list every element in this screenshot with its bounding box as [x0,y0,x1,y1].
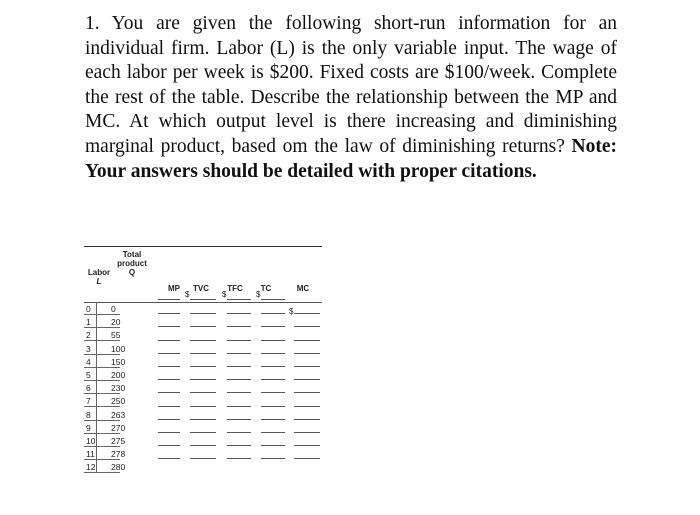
blank-mc [294,432,320,433]
blank-tvc [190,406,216,407]
blank-mp [158,379,180,380]
header-l: L [96,277,102,286]
output-cell: 20 [111,317,121,328]
blank-mc [294,379,320,380]
blank-tfc [227,366,251,367]
question-body: 1. You are given the following short-run information for an individual firm. Labor (L) is the only variable input. The wage of each labor per week is $200. Fixed costs are $100/week. Complete the rest of the table. Describe the relationship between the MP and MC. At which output level is there increasing and diminishing marginal product, based om the law of diminishing returns? [85,13,617,157]
blank-tvc [190,366,216,367]
blank-tfc [227,458,251,459]
blank-mp [158,445,180,446]
blank-tfc [227,353,251,354]
header-mp: MP [168,284,180,293]
blank-tvc-row0 [190,299,216,300]
row-rule [84,354,120,355]
row-rule [84,393,120,394]
output-cell: 100 [111,343,126,354]
blank-tc [261,313,285,314]
row-rule [84,406,120,407]
blank-tc [261,458,285,459]
blank-tvc [190,392,216,393]
output-cell: 55 [111,330,121,341]
row-rule [84,327,120,328]
blank-tfc [227,392,251,393]
blank-tc [261,432,285,433]
row-rule [84,314,120,315]
labor-cell: 9 [86,422,91,433]
output-cell: 0 [111,304,116,314]
dollar-mc-row1: $ [289,307,294,317]
blank-tc [261,445,285,446]
dollar-tc-row0: $ [256,290,261,299]
blank-tvc [190,353,216,354]
blank-tfc [227,432,251,433]
blank-tvc [190,326,216,327]
row-rule [84,472,120,473]
row-rule [84,459,120,460]
blank-tfc-row0 [227,299,251,300]
blank-mc [294,313,320,314]
blank-mp-row0 [158,299,180,300]
labor-cell: 5 [86,370,91,380]
header-tfc: TFC [227,284,243,293]
blank-mc [294,326,320,327]
row-rule [84,380,120,381]
blank-tfc [227,406,251,407]
blank-tc [261,366,285,367]
blank-tc-row0 [261,299,285,300]
output-cell: 270 [111,422,126,433]
output-cell: 263 [111,409,126,420]
blank-mp [158,353,180,354]
blank-tfc [227,326,251,327]
blank-tvc [190,458,216,459]
question-note: Note: Your answers should be detailed with proper citations. [85,135,617,182]
output-cell: 250 [111,396,126,407]
labor-cell: 10 [86,436,96,446]
blank-tvc [190,432,216,433]
output-cell: 200 [111,370,126,380]
blank-mp [158,419,180,420]
labor-cell: 11 [86,449,95,460]
blank-mc [294,458,320,459]
blank-tfc [227,419,251,420]
dollar-tfc-row0: $ [222,290,227,299]
labor-cell: 2 [86,330,91,341]
blank-tc [261,326,285,327]
header-total-product [110,250,154,277]
blank-mc [294,445,320,446]
blank-mc [294,340,320,341]
row-rule [84,420,120,421]
blank-mc [294,419,320,420]
output-cell: 278 [111,449,126,460]
blank-mp [158,326,180,327]
labor-cell: 4 [86,356,91,367]
blank-mc [294,406,320,407]
row-rule [84,433,120,434]
blank-tc [261,406,285,407]
blank-tvc [190,379,216,380]
header-labor [84,268,114,286]
header-tvc: TVC [193,284,209,293]
question-text [85,12,617,184]
labor-cell: 8 [86,409,91,420]
blank-mp [158,340,180,341]
blank-mp [158,366,180,367]
labor-cell: 12 [86,462,96,473]
blank-tfc [227,340,251,341]
blank-mp [158,432,180,433]
header-mc: MC [296,284,310,293]
output-cell: 150 [111,356,126,367]
output-cell: 280 [111,462,126,473]
blank-mc [294,366,320,367]
blank-tvc [190,313,216,314]
row-rule [84,340,120,341]
table-row [84,461,322,473]
blank-tvc [190,445,216,446]
blank-tfc [227,445,251,446]
output-cell: 230 [111,383,126,394]
header-labor-label: Labor [87,268,111,277]
labor-cell: 3 [86,343,91,354]
labor-cell: 0 [86,304,91,314]
blank-tfc [227,379,251,380]
blank-mp [158,458,180,459]
table-top-rule [84,246,322,247]
output-cell: 275 [111,436,126,446]
cost-table [84,242,324,482]
blank-tc [261,340,285,341]
blank-tc [261,353,285,354]
blank-tfc [227,313,251,314]
blank-mc [294,353,320,354]
blank-tc [261,392,285,393]
header-tc: TC [260,284,272,293]
header-total-product-label: Total product [117,250,147,268]
row-rule [84,367,120,368]
labor-cell: 7 [86,396,91,407]
blank-mp [158,313,180,314]
blank-tc [261,379,285,380]
labor-cell: 6 [86,383,91,394]
blank-tvc [190,340,216,341]
blank-mc [294,392,320,393]
row-rule [84,446,120,447]
blank-mp [158,406,180,407]
dollar-tvc-row0: $ [185,290,190,299]
labor-cell: 1 [86,317,91,328]
blank-tvc [190,419,216,420]
blank-mp [158,392,180,393]
header-q: Q [128,268,136,277]
blank-tc [261,419,285,420]
